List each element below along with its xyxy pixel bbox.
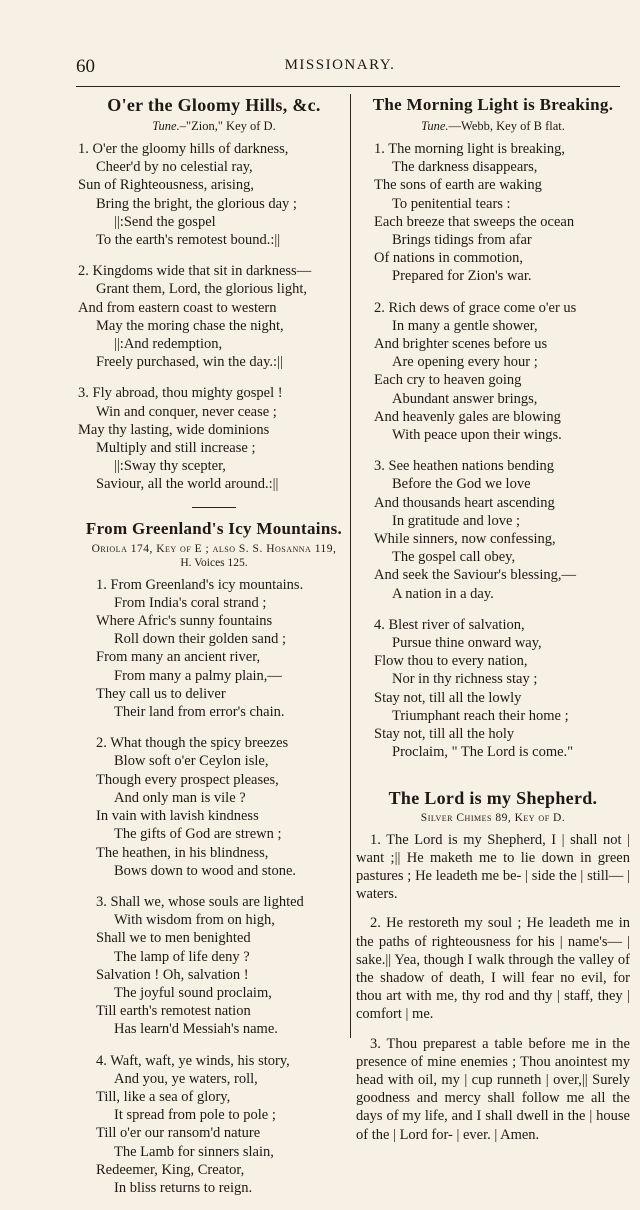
hymn-title: O'er the Gloomy Hills, &c. [107, 95, 321, 115]
section-divider [192, 507, 236, 508]
hymn-source: Oriola 174, Key of E ; also S. S. Hosanna 119, H. Voices 125. [91, 542, 337, 569]
hymn-verse: 3. See heathen nations bending Before the God we love And thousands heart ascending In gratitude and love ; While sinners, now confessing, The gospel call obey, And seek the Saviour's blessing,— A nation in a day. [374, 458, 576, 602]
hymn-title: From Greenland's Icy Mountains. [85, 518, 343, 538]
psalm-paragraph: 2. He restoreth my soul ; He leadeth me in the paths of righteousness for his | name's— | sake.|| Yea, though I walk through the valley of the shadow of death, I will fear no evil, for thou art with me, thy rod and thy | staff, they | comfort | me. [356, 915, 630, 1023]
psalm-paragraph: 1. The Lord is my Shepherd, I | shall not | want ;|| He maketh me to lie down in green pastures ; He leadeth me be- | side the | still— | waters. [356, 831, 630, 903]
hymn-verse: 3. Fly abroad, thou mighty gospel ! Win and conquer, never cease ; May thy lasting, wide dominions Multiply and still increase ; ||:Sway thy scepter, Saviour, all the world around.:|| [78, 385, 283, 493]
hymn-verse: 2. Rich dews of grace come o'er us In many a gentle shower, And brighter scenes before us Are opening every hour ; Each cry to heaven going Abundant answer brings, And heavenly gales are blowing With peace upon their wings. [374, 299, 577, 444]
column-divider [350, 94, 351, 1038]
right-column [356, 92, 630, 1155]
hymn-verse: 1. From Greenland's icy mountains. From India's coral strand ; Where Afric's sunny fountains Roll down their golden sand ; From many an ancient river, From many a palmy plain,— They call us to deliver Their land from error's chain. [96, 576, 304, 721]
hymn-verse: 1. The morning light is breaking, The darkness disappears, The sons of earth are waking To penitential tears : Each breeze that sweeps the ocean Brings tidings from afar Of nations in commotion, Prepared for Zion's war. [374, 141, 575, 285]
hymn-verse: 2. What though the spicy breezes Blow soft o'er Ceylon isle, Though every prospect pleases, And only man is vile ? In vain with lavish kindness The gifts of God are strewn ; The heathen, in his blindness, Bows down to wood and stone. [96, 735, 297, 879]
left-column [78, 92, 350, 1210]
hymn-title: The Lord is my Shepherd. [388, 787, 598, 808]
hymn-verse: 4. Waft, waft, ye winds, his story, And you, ye waters, roll, Till, like a sea of glory, It spread from pole to pole ; Till o'er our ransom'd nature The Lamb for sinners slain, Redeemer, King, Creator, In bliss returns to reign. [96, 1052, 290, 1196]
header-rule [76, 86, 620, 87]
running-title: MISSIONARY. [284, 57, 396, 73]
hymn-tune: Tune.–"Zion," Key of D. [152, 119, 276, 133]
hymn-verse: 1. O'er the gloomy hills of darkness, Cheer'd by no celestial ray, Sun of Righteousness, arising, Bring the bright, the glorious day ; ||:Send the gospel To the earth's remotest bound.:|| [78, 141, 297, 249]
page-number: 60 [76, 56, 95, 77]
hymn-tune: Tune.—Webb, Key of B flat. [421, 119, 565, 133]
hymn-verse: 2. Kingdoms wide that sit in darkness— Grant them, Lord, the glorious light, And from eastern coast to western May the moring chase the night, ||:And redemption, Freely purchased, win the day.:|| [78, 263, 312, 371]
psalm-text [356, 831, 630, 1144]
hymn-source: Silver Chimes 89, Key of D. [420, 811, 566, 824]
psalm-paragraph: 3. Thou preparest a table before me in the presence of mine enemies ; Thou anointest my head with oil, my | cup runneth | over,|| Surely goodness and mercy shall follow me all the days of my life, and I shall dwell in the | house of the | Lord for- | ever. | Amen. [356, 1035, 630, 1143]
hymn-verse: 3. Shall we, whose souls are lighted With wisdom from on high, Shall we to men benighted The lamp of life deny ? Salvation ! Oh, salvation ! The joyful sound proclaim, Till earth's remotest nation Has learn'd Messiah's name. [96, 893, 304, 1038]
hymn-verse: 4. Blest river of salvation, Pursue thine onward way, Flow thou to every nation, Nor in thy richness stay ; Stay not, till all the lowly Triumphant reach their home ; Stay not, till all the holy Proclaim, " The Lord is come." [374, 616, 574, 761]
hymn-title: The Morning Light is Breaking. [372, 95, 614, 114]
